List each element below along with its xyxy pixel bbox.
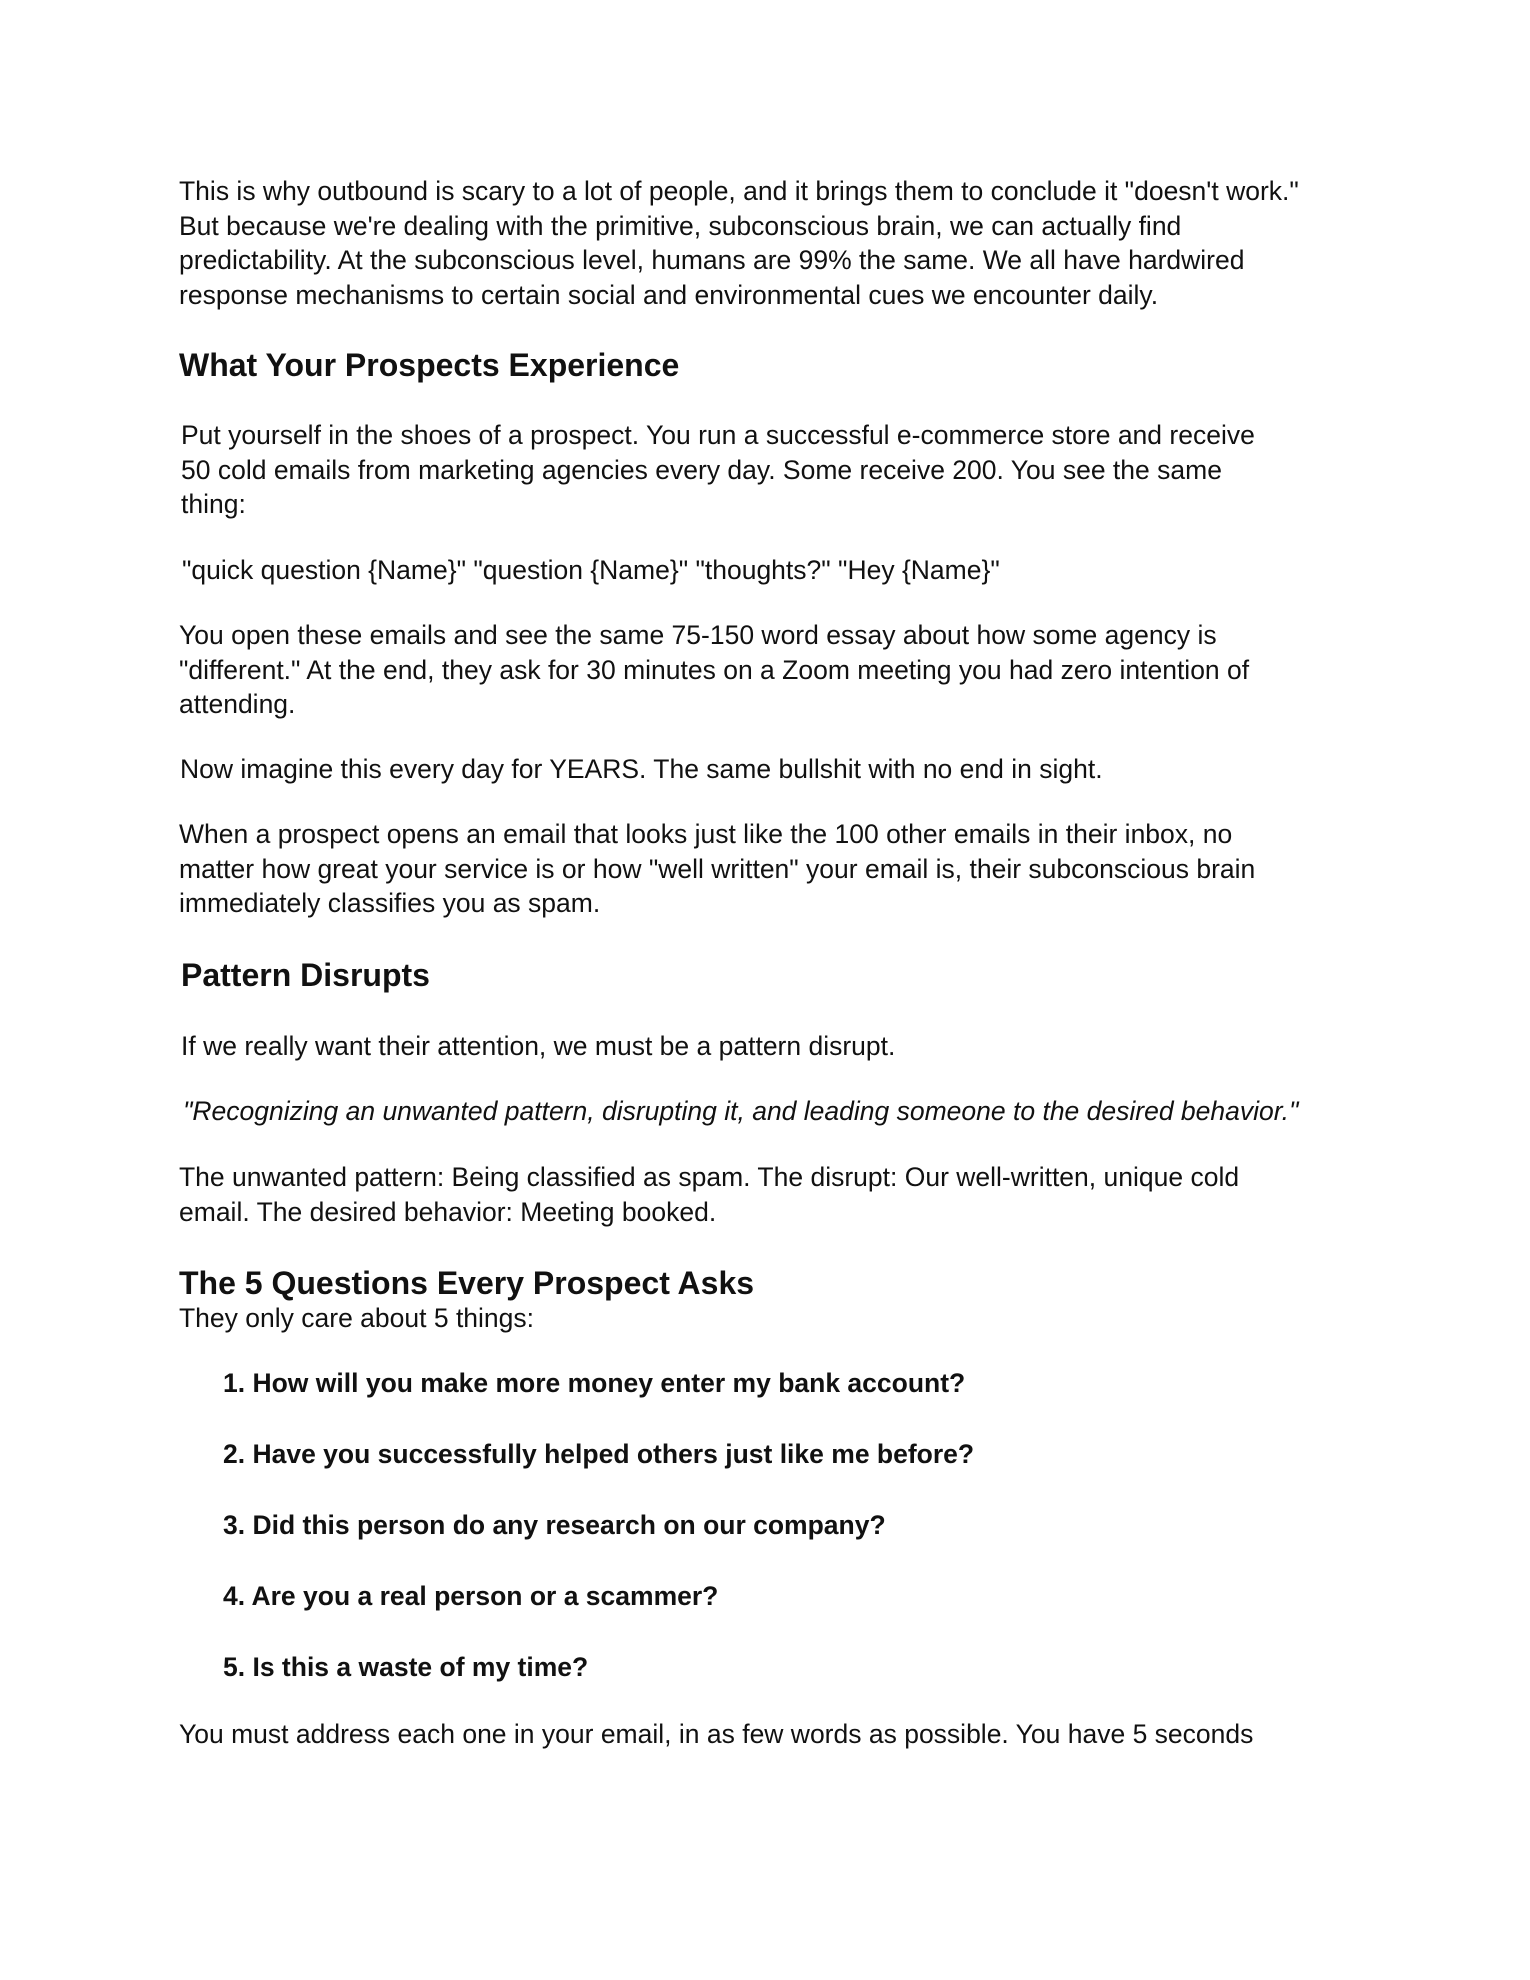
question-item: 5. Is this a waste of my time? <box>223 1652 589 1682</box>
experience-paragraph-3: Now imagine this every day for YEARS. The same bullshit with no end in sight. <box>180 754 1103 784</box>
question-item: 4. Are you a real person or a scammer? <box>223 1581 719 1611</box>
question-item: 1. How will you make more money enter my bank account? <box>223 1368 966 1398</box>
experience-paragraph-1: Put yourself in the shoes of a prospect. You run a successful e-commerce store and receive 50 cold emails from marketing agencies every day. Some receive 200. You see the same thing: <box>181 420 1255 519</box>
section-heading-pattern: Pattern Disrupts <box>181 957 430 993</box>
section-heading-experience: What Your Prospects Experience <box>179 347 680 383</box>
intro-paragraph: This is why outbound is scary to a lot of people, and it brings them to conclude it "doesn't work." But because we're dealing with the primitive, subconscious brain, we can actually find predictability. At the subconscious level, humans are 99% the same. We all have hardwired response mechanisms to certain social and environmental cues we encounter daily. <box>179 176 1299 310</box>
pattern-disrupt-quote: "Recognizing an unwanted pattern, disrupting it, and leading someone to the desired behavior." <box>183 1096 1299 1126</box>
questions-closing: You must address each one in your email, in as few words as possible. You have 5 seconds <box>179 1719 1254 1749</box>
subject-lines-example: "quick question {Name}" "question {Name}" "thoughts?" "Hey {Name}" <box>182 555 1000 585</box>
questions-intro: They only care about 5 things: <box>179 1303 535 1333</box>
experience-paragraph-2: You open these emails and see the same 75-150 word essay about how some agency is "different." At the end, they ask for 30 minutes on a Zoom meeting you had zero intention of attending. <box>179 620 1250 719</box>
pattern-paragraph-2: The unwanted pattern: Being classified as spam. The disrupt: Our well-written, unique cold email. The desired behavior: Meeting booked. <box>179 1162 1240 1227</box>
experience-paragraph-4: When a prospect opens an email that looks just like the 100 other emails in their inbox, no matter how great your service is or how "well written" your email is, their subconscious brain immediately classifies you as spam. <box>179 819 1256 918</box>
question-item: 2. Have you successfully helped others just like me before? <box>223 1439 975 1469</box>
pattern-paragraph-1: If we really want their attention, we must be a pattern disrupt. <box>181 1031 896 1061</box>
question-item: 3. Did this person do any research on our company? <box>223 1510 886 1540</box>
section-heading-questions: The 5 Questions Every Prospect Asks <box>179 1265 755 1301</box>
